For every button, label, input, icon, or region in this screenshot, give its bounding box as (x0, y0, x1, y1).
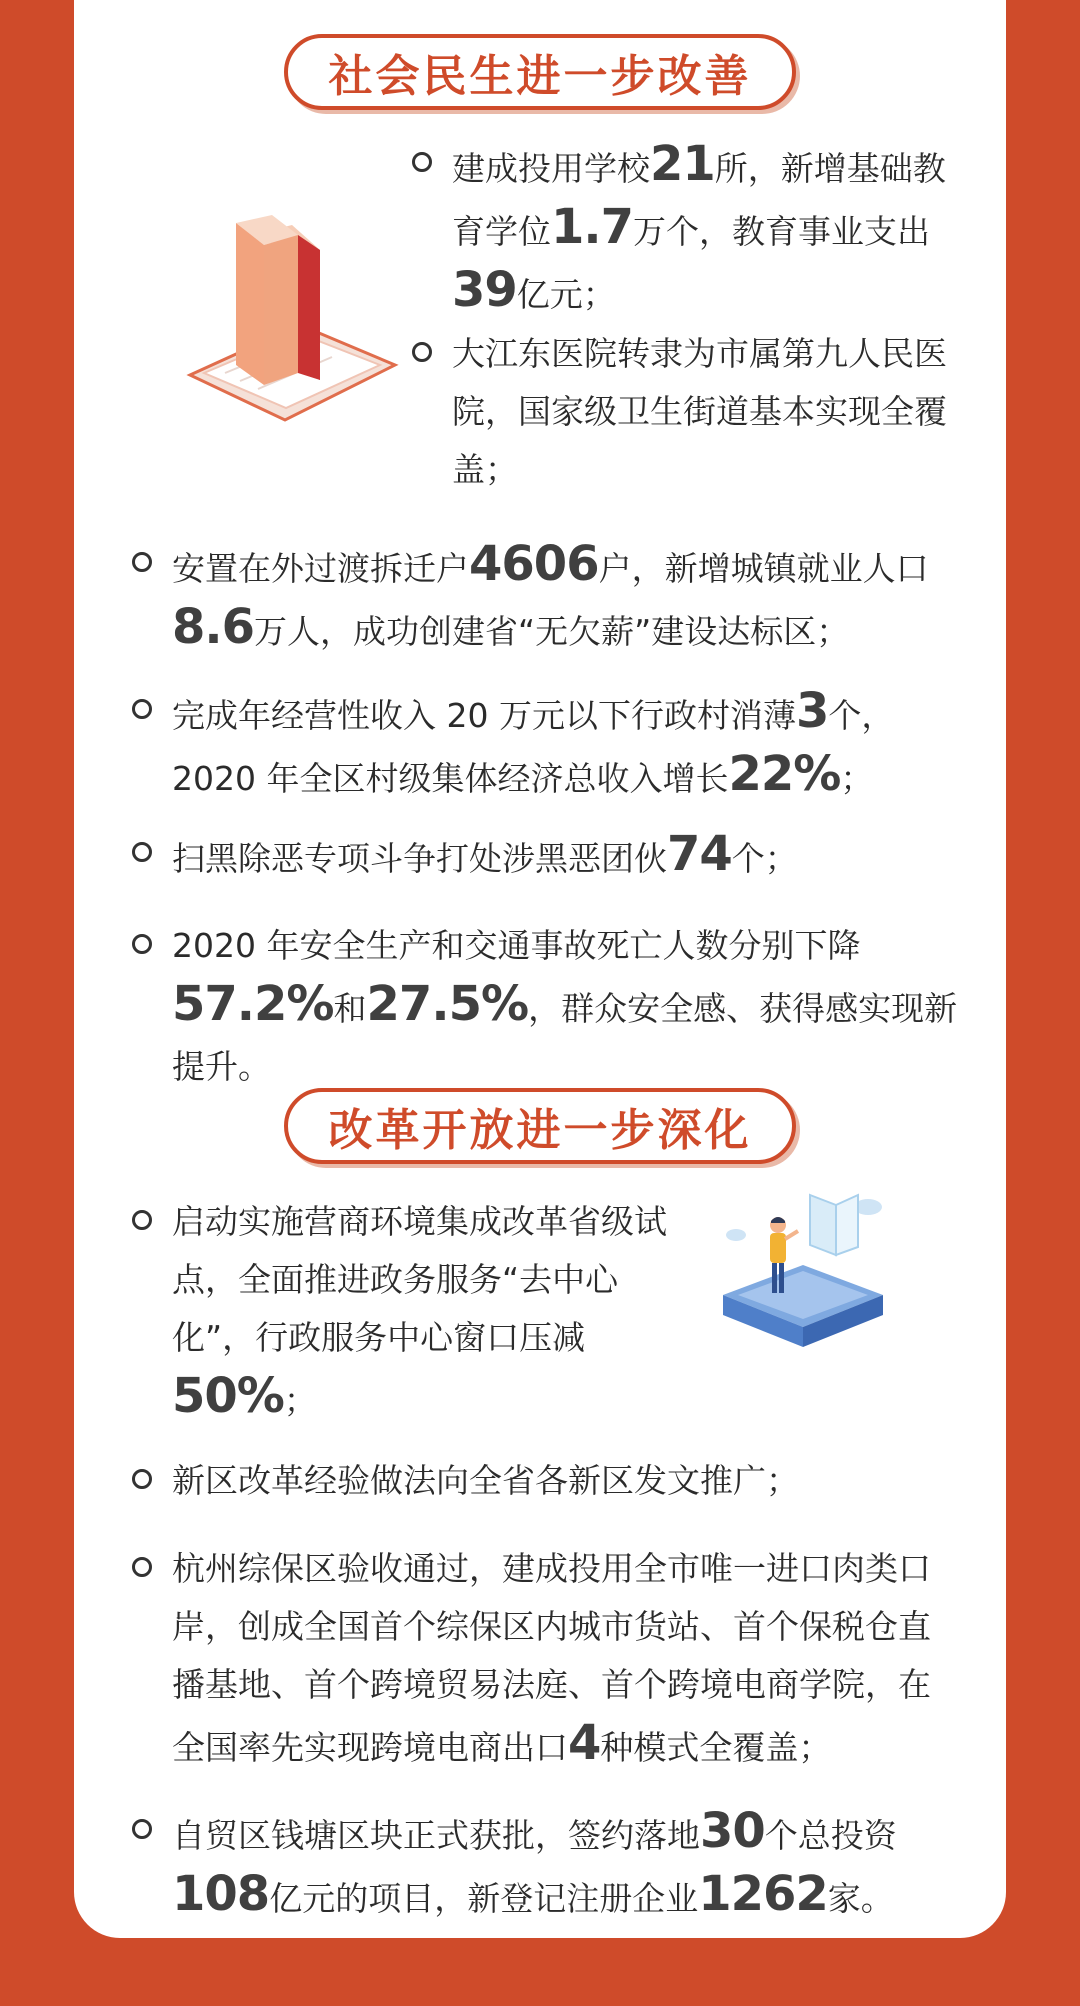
highlight-number: 22% (728, 746, 841, 802)
item-text: 个总投资 (764, 1816, 897, 1855)
highlight-number: 108 (172, 1866, 270, 1922)
highlight-number: 27.5% (366, 976, 529, 1032)
bullet-icon (412, 342, 432, 362)
item-text: 启动实施营商环境集成改革省级试点，全面推进政务服务“去中心化”，行政服务中心窗口压减 (172, 1202, 667, 1357)
bullet-icon (132, 1557, 152, 1577)
list-item (172, 825, 962, 888)
item-text: ； (283, 1381, 317, 1420)
list-item (172, 1802, 962, 1928)
highlight-number: 30 (700, 1803, 765, 1859)
item-text: 万人，成功创建省“无欠薪”建设达标区； (254, 612, 850, 651)
section-title-livelihood (284, 34, 796, 110)
section-title-reform (284, 1088, 796, 1164)
item-text: 亿元； (516, 275, 616, 314)
bullet-icon (132, 1819, 152, 1839)
list-item (172, 682, 962, 808)
bullet-icon (412, 152, 432, 172)
list-item (172, 1540, 962, 1777)
highlight-number: 3 (795, 683, 829, 739)
highlight-number: 50% (172, 1368, 284, 1424)
item-text: 自贸区钱塘区块正式获批，签约落地 (172, 1816, 700, 1855)
list-item (452, 135, 950, 324)
section-title-text: 社会民生进一步改善 (328, 51, 752, 102)
list-item (172, 1193, 672, 1430)
item-text: ； (840, 759, 874, 798)
item-text: 户，新增城镇就业人口 (598, 549, 929, 588)
item-text: 安置在外过渡拆迁户 (172, 549, 469, 588)
item-text: 和 (333, 989, 367, 1028)
bullet-icon (132, 552, 152, 572)
list-item (172, 917, 962, 1096)
list-item (172, 535, 962, 661)
item-text: 大江东医院转隶为市属第九人民医院，国家级卫生街道基本实现全覆盖； (452, 334, 947, 489)
item-text: 建成投用学校 (452, 149, 650, 188)
highlight-number: 39 (452, 262, 517, 318)
item-text: 2020 年安全生产和交通事故死亡人数分别下降 (172, 926, 861, 965)
list-item (172, 1452, 962, 1510)
item-text: 所，新增基础教育学位 (452, 149, 946, 251)
item-text: 家。 (827, 1879, 894, 1918)
item-text: 杭州综保区验收通过，建成投用全市唯一进口肉类口岸，创成全国首个综保区内城市货站、首个保税仓直播基地、首个跨境贸易法庭、首个跨境电商学院，在全国率先实现跨境电商出口 (172, 1549, 931, 1767)
highlight-number: 1.7 (551, 199, 634, 255)
highlight-number: 1262 (698, 1866, 828, 1922)
item-text: 亿元的项目，新登记注册企业 (269, 1879, 699, 1918)
highlight-number: 8.6 (172, 599, 255, 655)
item-text: 种模式全覆盖； (600, 1728, 832, 1767)
highlight-number: 21 (650, 136, 715, 192)
item-text: 万个，教育事业支出 (633, 212, 931, 251)
highlight-number: 57.2% (172, 976, 334, 1032)
item-text: 完成年经营性收入 20 万元以下行政村消薄 (172, 696, 796, 735)
list-item (452, 325, 950, 499)
bullet-icon (132, 1469, 152, 1489)
bullet-icon (132, 842, 152, 862)
item-text: 新区改革经验做法向全省各新区发文推广； (172, 1461, 799, 1500)
books-icon (180, 205, 410, 435)
item-text: 扫黑除恶专项斗争打处涉黑恶团伙 (172, 839, 667, 878)
bullet-icon (132, 1210, 152, 1230)
highlight-number: 74 (667, 826, 732, 882)
item-text: ，群众安全感、获得感实现新提升。 (172, 989, 958, 1086)
section-title-text: 改革开放进一步深化 (328, 1105, 752, 1156)
person-illustration-icon (718, 1185, 908, 1355)
item-text: 个； (731, 839, 798, 878)
item-text: 个，2020 年全区村级集体经济总收入增长 (172, 696, 895, 798)
bullet-icon (132, 699, 152, 719)
bullet-icon (132, 934, 152, 954)
highlight-number: 4 (568, 1715, 601, 1771)
highlight-number: 4606 (469, 536, 599, 592)
